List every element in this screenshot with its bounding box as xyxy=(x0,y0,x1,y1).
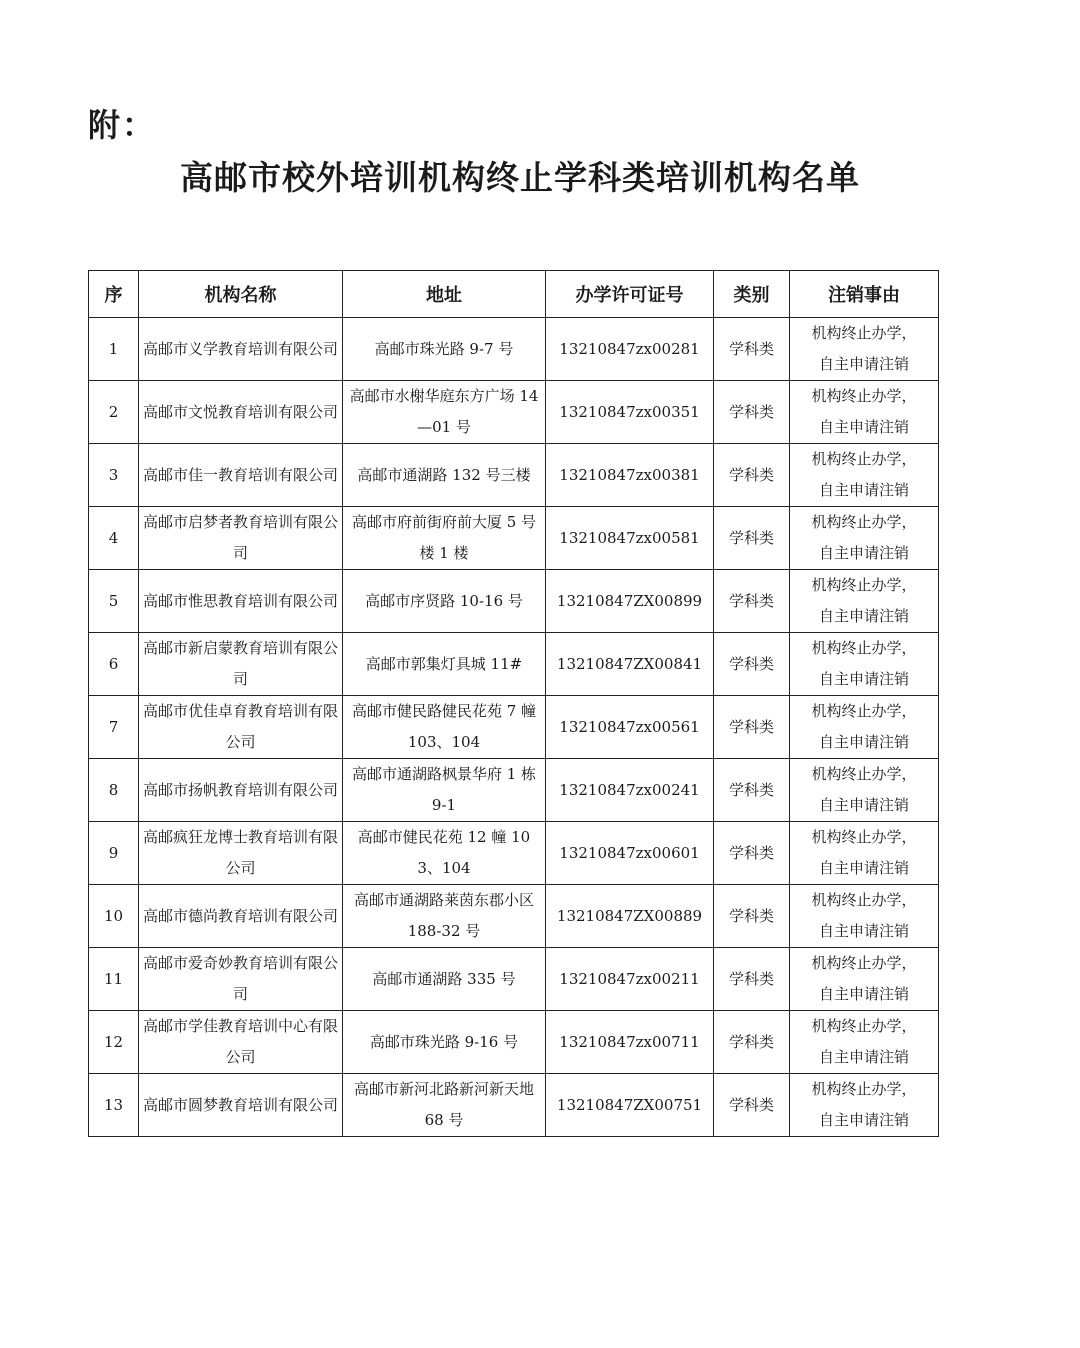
cell-license: 13210847ZX00841 xyxy=(546,633,714,696)
table-row xyxy=(89,822,939,885)
reason-line-2: 自主申请注销 xyxy=(818,481,909,499)
reason-line-2: 自主申请注销 xyxy=(818,859,909,877)
cell-category: 学科类 xyxy=(714,885,790,948)
cell-address: 高邮市通湖路 132 号三楼 xyxy=(343,444,546,507)
table-header-row xyxy=(89,271,939,318)
table-row xyxy=(89,1074,939,1137)
header-name: 机构名称 xyxy=(139,271,343,318)
cell-category: 学科类 xyxy=(714,507,790,570)
cell-serial: 2 xyxy=(89,381,139,444)
reason-line-1: 机构终止办学， xyxy=(811,765,917,783)
reason-line-1: 机构终止办学， xyxy=(811,828,917,846)
cell-license: 13210847zx00241 xyxy=(546,759,714,822)
cell-reason xyxy=(790,381,939,444)
cell-serial: 4 xyxy=(89,507,139,570)
reason-line-2: 自主申请注销 xyxy=(818,670,909,688)
reason-line-2: 自主申请注销 xyxy=(818,733,909,751)
table-row xyxy=(89,759,939,822)
cell-category: 学科类 xyxy=(714,822,790,885)
cell-category: 学科类 xyxy=(714,759,790,822)
cell-name: 高邮市扬帆教育培训有限公司 xyxy=(139,759,343,822)
cell-reason xyxy=(790,1074,939,1137)
cell-address: 高邮市通湖路枫景华府 1 栋 9-1 xyxy=(343,759,546,822)
cell-reason xyxy=(790,822,939,885)
header-reason: 注销事由 xyxy=(790,271,939,318)
reason-line-2: 自主申请注销 xyxy=(818,418,909,436)
cell-license: 13210847zx00281 xyxy=(546,318,714,381)
cell-license: 13210847zx00351 xyxy=(546,381,714,444)
cell-license: 13210847ZX00751 xyxy=(546,1074,714,1137)
cell-serial: 6 xyxy=(89,633,139,696)
reason-line-2: 自主申请注销 xyxy=(818,985,909,1003)
cell-name: 高邮市义学教育培训有限公司 xyxy=(139,318,343,381)
table-row xyxy=(89,696,939,759)
reason-line-2: 自主申请注销 xyxy=(818,1111,909,1129)
cell-serial: 8 xyxy=(89,759,139,822)
table-row xyxy=(89,381,939,444)
table-row xyxy=(89,507,939,570)
cell-address: 高邮市序贤路 10-16 号 xyxy=(343,570,546,633)
reason-line-2: 自主申请注销 xyxy=(818,922,909,940)
cell-license: 13210847zx00381 xyxy=(546,444,714,507)
document-title: 高邮市校外培训机构终止学科类培训机构名单 xyxy=(180,158,860,197)
cell-category: 学科类 xyxy=(714,444,790,507)
cell-serial: 1 xyxy=(89,318,139,381)
reason-line-2: 自主申请注销 xyxy=(818,355,909,373)
cell-category: 学科类 xyxy=(714,1074,790,1137)
cell-category: 学科类 xyxy=(714,633,790,696)
cell-address: 高邮市健民花苑 12 幢 103、104 xyxy=(343,822,546,885)
header-address: 地址 xyxy=(343,271,546,318)
cell-license: 13210847zx00561 xyxy=(546,696,714,759)
cell-name: 高邮市文悦教育培训有限公司 xyxy=(139,381,343,444)
cell-name: 高邮疯狂龙博士教育培训有限公司 xyxy=(139,822,343,885)
cell-address: 高邮市通湖路莱茵东郡小区 188-32 号 xyxy=(343,885,546,948)
reason-line-1: 机构终止办学， xyxy=(811,1080,917,1098)
cell-address: 高邮市珠光路 9-7 号 xyxy=(343,318,546,381)
table-row xyxy=(89,1011,939,1074)
cell-license: 13210847zx00211 xyxy=(546,948,714,1011)
cell-serial: 11 xyxy=(89,948,139,1011)
cell-category: 学科类 xyxy=(714,318,790,381)
reason-line-2: 自主申请注销 xyxy=(818,544,909,562)
reason-line-2: 自主申请注销 xyxy=(818,607,909,625)
cell-serial: 7 xyxy=(89,696,139,759)
cell-reason xyxy=(790,318,939,381)
reason-line-1: 机构终止办学， xyxy=(811,702,917,720)
table-row xyxy=(89,885,939,948)
cell-category: 学科类 xyxy=(714,948,790,1011)
cell-name: 高邮市学佳教育培训中心有限公司 xyxy=(139,1011,343,1074)
header-license: 办学许可证号 xyxy=(546,271,714,318)
cell-address: 高邮市郭集灯具城 11# xyxy=(343,633,546,696)
cell-address: 高邮市通湖路 335 号 xyxy=(343,948,546,1011)
reason-line-1: 机构终止办学， xyxy=(811,387,917,405)
cell-name: 高邮市爱奇妙教育培训有限公司 xyxy=(139,948,343,1011)
cell-license: 13210847ZX00889 xyxy=(546,885,714,948)
table-row xyxy=(89,570,939,633)
reason-line-1: 机构终止办学， xyxy=(811,513,917,531)
cell-address: 高邮市健民路健民花苑 7 幢 103、104 xyxy=(343,696,546,759)
table-row xyxy=(89,633,939,696)
cell-address: 高邮市水榭华庭东方广场 14—01 号 xyxy=(343,381,546,444)
table-row xyxy=(89,948,939,1011)
reason-line-2: 自主申请注销 xyxy=(818,1048,909,1066)
cell-reason xyxy=(790,1011,939,1074)
cell-reason xyxy=(790,507,939,570)
cell-reason xyxy=(790,885,939,948)
cell-address: 高邮市珠光路 9-16 号 xyxy=(343,1011,546,1074)
institution-table xyxy=(88,270,939,1137)
cell-name: 高邮市佳一教育培训有限公司 xyxy=(139,444,343,507)
header-serial: 序 xyxy=(89,271,139,318)
cell-reason xyxy=(790,570,939,633)
cell-serial: 9 xyxy=(89,822,139,885)
cell-reason xyxy=(790,696,939,759)
reason-line-1: 机构终止办学， xyxy=(811,450,917,468)
table-row xyxy=(89,318,939,381)
cell-category: 学科类 xyxy=(714,696,790,759)
annex-label: 附： xyxy=(88,106,157,144)
cell-license: 13210847ZX00899 xyxy=(546,570,714,633)
cell-category: 学科类 xyxy=(714,570,790,633)
table-row xyxy=(89,444,939,507)
cell-category: 学科类 xyxy=(714,381,790,444)
header-category: 类别 xyxy=(714,271,790,318)
cell-serial: 5 xyxy=(89,570,139,633)
cell-serial: 13 xyxy=(89,1074,139,1137)
cell-reason xyxy=(790,948,939,1011)
cell-reason xyxy=(790,633,939,696)
reason-line-1: 机构终止办学， xyxy=(811,891,917,909)
cell-license: 13210847zx00581 xyxy=(546,507,714,570)
cell-name: 高邮市启梦者教育培训有限公司 xyxy=(139,507,343,570)
cell-name: 高邮市优佳卓育教育培训有限公司 xyxy=(139,696,343,759)
cell-serial: 10 xyxy=(89,885,139,948)
cell-name: 高邮市新启蒙教育培训有限公司 xyxy=(139,633,343,696)
cell-serial: 3 xyxy=(89,444,139,507)
cell-serial: 12 xyxy=(89,1011,139,1074)
cell-reason xyxy=(790,759,939,822)
reason-line-1: 机构终止办学， xyxy=(811,324,917,342)
cell-address: 高邮市府前街府前大厦 5 号楼 1 楼 xyxy=(343,507,546,570)
reason-line-2: 自主申请注销 xyxy=(818,796,909,814)
cell-reason xyxy=(790,444,939,507)
reason-line-1: 机构终止办学， xyxy=(811,576,917,594)
cell-license: 13210847zx00601 xyxy=(546,822,714,885)
cell-address: 高邮市新河北路新河新天地 68 号 xyxy=(343,1074,546,1137)
cell-name: 高邮市圆梦教育培训有限公司 xyxy=(139,1074,343,1137)
reason-line-1: 机构终止办学， xyxy=(811,954,917,972)
reason-line-1: 机构终止办学， xyxy=(811,639,917,657)
cell-name: 高邮市德尚教育培训有限公司 xyxy=(139,885,343,948)
cell-license: 13210847zx00711 xyxy=(546,1011,714,1074)
cell-category: 学科类 xyxy=(714,1011,790,1074)
reason-line-1: 机构终止办学， xyxy=(811,1017,917,1035)
cell-name: 高邮市惟思教育培训有限公司 xyxy=(139,570,343,633)
